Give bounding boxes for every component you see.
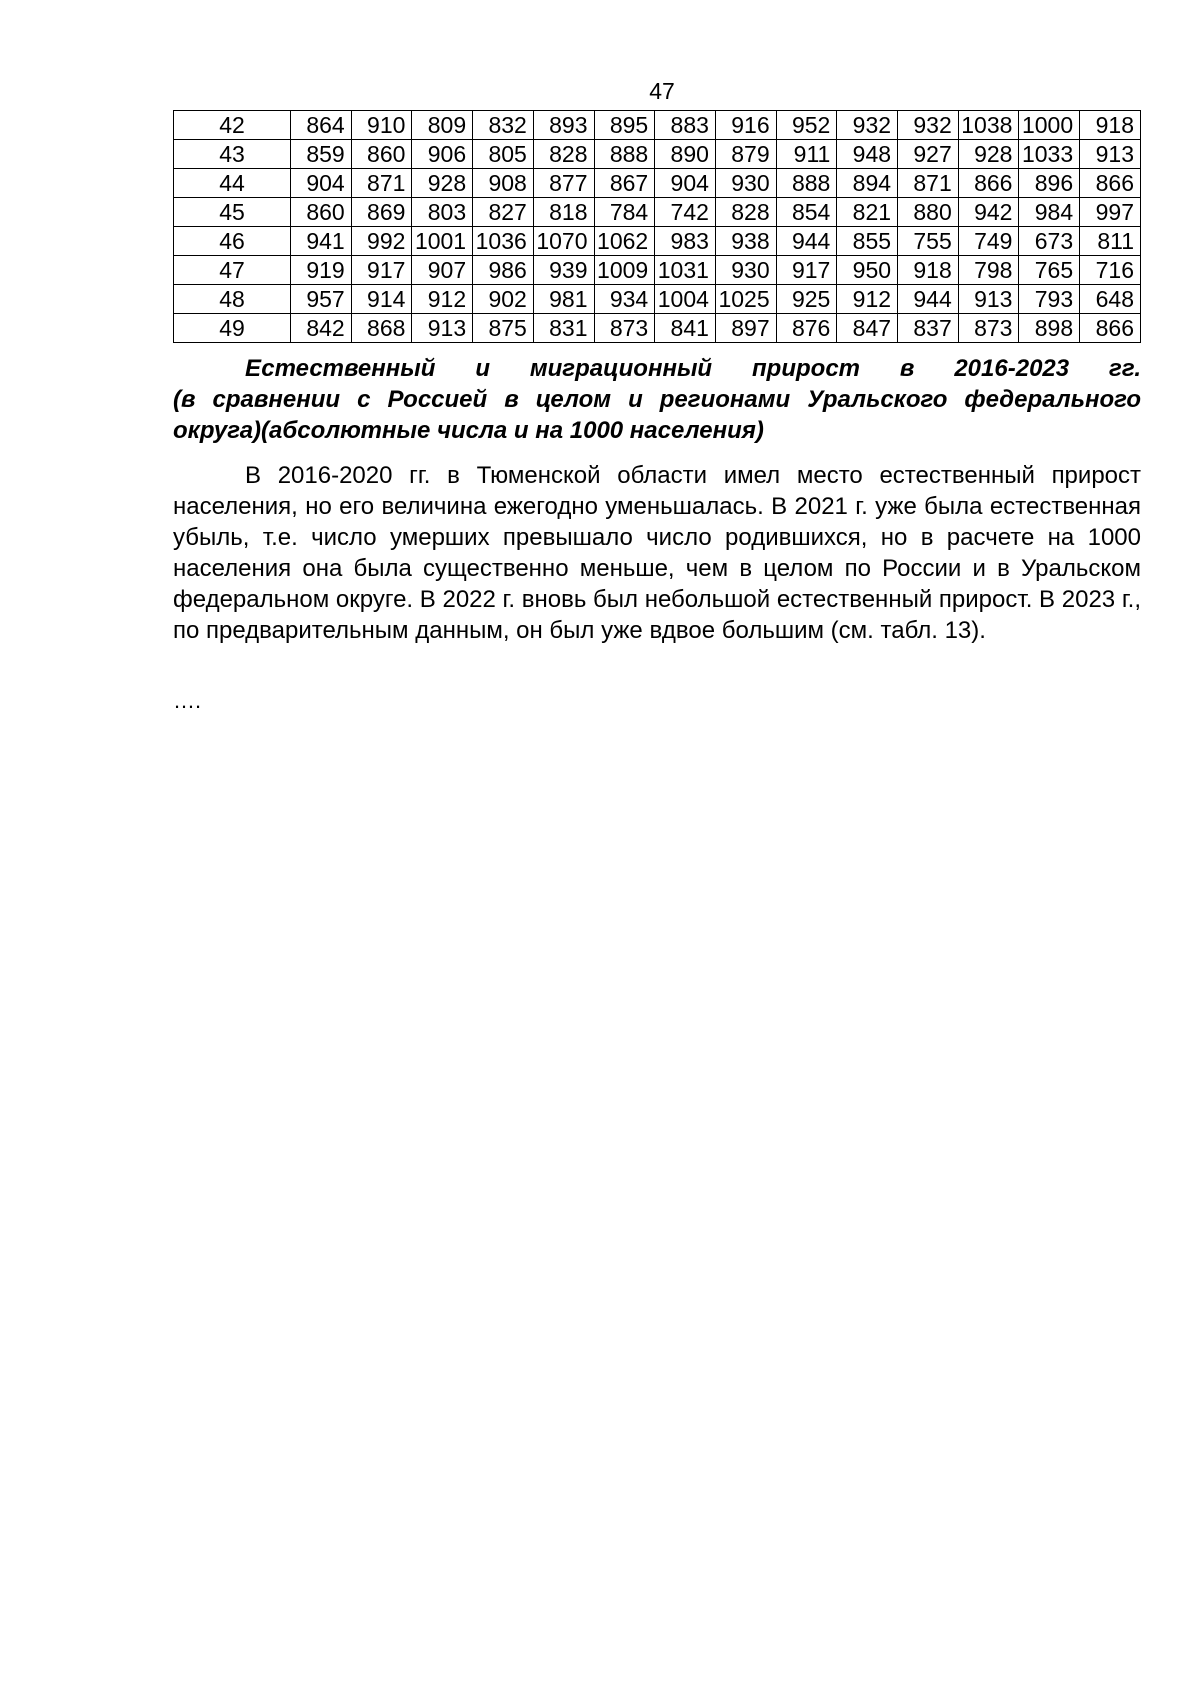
table-cell: 894 bbox=[837, 169, 898, 198]
table-cell: 917 bbox=[776, 256, 837, 285]
table-cell: 1038 bbox=[958, 111, 1019, 140]
table-cell: 866 bbox=[1080, 314, 1141, 343]
table-cell: 859 bbox=[291, 140, 352, 169]
ellipsis: …. bbox=[173, 688, 202, 713]
table-row bbox=[174, 198, 1141, 227]
table-cell: 898 bbox=[1019, 314, 1080, 343]
table-cell: 983 bbox=[655, 227, 716, 256]
table-cell: 908 bbox=[473, 169, 534, 198]
table-cell: 904 bbox=[655, 169, 716, 198]
table-row bbox=[174, 169, 1141, 198]
table-cell: 997 bbox=[1080, 198, 1141, 227]
table-cell: 869 bbox=[351, 198, 412, 227]
table-cell: 925 bbox=[776, 285, 837, 314]
table-cell: 877 bbox=[533, 169, 594, 198]
table-cell: 938 bbox=[715, 227, 776, 256]
table-cell-age: 44 bbox=[174, 169, 291, 198]
table-cell: 879 bbox=[715, 140, 776, 169]
table-cell: 805 bbox=[473, 140, 534, 169]
table-cell: 1036 bbox=[473, 227, 534, 256]
table-cell: 986 bbox=[473, 256, 534, 285]
table-cell: 883 bbox=[655, 111, 716, 140]
table-cell: 895 bbox=[594, 111, 655, 140]
table-cell: 673 bbox=[1019, 227, 1080, 256]
heading-line-1: Естественный и миграционный прирост в 2016-2023 гг. bbox=[245, 355, 1141, 382]
table-cell-age: 46 bbox=[174, 227, 291, 256]
table-cell: 992 bbox=[351, 227, 412, 256]
table-cell: 957 bbox=[291, 285, 352, 314]
table-cell: 868 bbox=[351, 314, 412, 343]
table-cell: 913 bbox=[958, 285, 1019, 314]
table-cell: 749 bbox=[958, 227, 1019, 256]
table-cell: 828 bbox=[715, 198, 776, 227]
table-row bbox=[174, 140, 1141, 169]
table-cell: 906 bbox=[412, 140, 473, 169]
table-cell: 828 bbox=[533, 140, 594, 169]
table-cell: 742 bbox=[655, 198, 716, 227]
table-cell: 1031 bbox=[655, 256, 716, 285]
table-cell-age: 43 bbox=[174, 140, 291, 169]
table-cell: 888 bbox=[594, 140, 655, 169]
table-cell: 876 bbox=[776, 314, 837, 343]
table-cell: 873 bbox=[958, 314, 1019, 343]
table-cell-age: 49 bbox=[174, 314, 291, 343]
table-cell: 765 bbox=[1019, 256, 1080, 285]
table-cell: 1025 bbox=[715, 285, 776, 314]
table-cell: 831 bbox=[533, 314, 594, 343]
table-cell: 866 bbox=[1080, 169, 1141, 198]
table-cell: 837 bbox=[898, 314, 959, 343]
table-cell: 873 bbox=[594, 314, 655, 343]
heading-line-rest: (в сравнении с Россией в целом и регионами Уральского федерального округа)(абсолютные числа и на 1000 населения) bbox=[173, 386, 1141, 444]
table-cell: 902 bbox=[473, 285, 534, 314]
table-row bbox=[174, 111, 1141, 140]
table-cell: 847 bbox=[837, 314, 898, 343]
table-cell: 928 bbox=[958, 140, 1019, 169]
table-cell: 803 bbox=[412, 198, 473, 227]
table-cell: 890 bbox=[655, 140, 716, 169]
population-table bbox=[173, 110, 1141, 343]
table-cell: 912 bbox=[412, 285, 473, 314]
table-cell: 941 bbox=[291, 227, 352, 256]
table-cell: 917 bbox=[351, 256, 412, 285]
table-cell: 914 bbox=[351, 285, 412, 314]
table-cell: 888 bbox=[776, 169, 837, 198]
table-cell: 864 bbox=[291, 111, 352, 140]
table-cell: 897 bbox=[715, 314, 776, 343]
table-cell: 930 bbox=[715, 169, 776, 198]
paragraph-text: В 2016-2020 гг. в Тюменской области имел место естественный прирост населения, но его величина ежегодно уменьшалась. В 2021 г. уже была естественная убыль, т.е. число умерших превышало число родившихся, но в расчете на 1000 населения она была существенно меньше, чем в целом по России и в Уральском федеральном округе. В 2022 г. вновь был небольшой естественный прирост. В 2023 г., по предварительным данным, он был уже вдвое большим (см. табл. 13). bbox=[173, 462, 1141, 644]
table-row bbox=[174, 256, 1141, 285]
table-cell: 866 bbox=[958, 169, 1019, 198]
table-cell: 1009 bbox=[594, 256, 655, 285]
table-cell: 893 bbox=[533, 111, 594, 140]
table-cell: 919 bbox=[291, 256, 352, 285]
table-cell: 942 bbox=[958, 198, 1019, 227]
page-number: 47 bbox=[649, 78, 675, 104]
table-cell: 818 bbox=[533, 198, 594, 227]
table-cell: 913 bbox=[1080, 140, 1141, 169]
table-body bbox=[174, 111, 1141, 343]
table-cell: 911 bbox=[776, 140, 837, 169]
table-cell: 1070 bbox=[533, 227, 594, 256]
table-cell-age: 42 bbox=[174, 111, 291, 140]
table-cell: 809 bbox=[412, 111, 473, 140]
table-cell: 811 bbox=[1080, 227, 1141, 256]
table-cell: 1062 bbox=[594, 227, 655, 256]
table-cell: 798 bbox=[958, 256, 1019, 285]
table-cell: 755 bbox=[898, 227, 959, 256]
table-cell: 855 bbox=[837, 227, 898, 256]
table-cell: 784 bbox=[594, 198, 655, 227]
table-cell: 916 bbox=[715, 111, 776, 140]
table-cell: 793 bbox=[1019, 285, 1080, 314]
table-cell: 944 bbox=[898, 285, 959, 314]
table-row bbox=[174, 285, 1141, 314]
table-cell: 821 bbox=[837, 198, 898, 227]
table-cell: 934 bbox=[594, 285, 655, 314]
table-cell-age: 47 bbox=[174, 256, 291, 285]
table-cell: 932 bbox=[837, 111, 898, 140]
table-cell-age: 45 bbox=[174, 198, 291, 227]
table-cell: 912 bbox=[837, 285, 898, 314]
table-cell: 952 bbox=[776, 111, 837, 140]
table-cell: 716 bbox=[1080, 256, 1141, 285]
table-row bbox=[174, 227, 1141, 256]
table-cell: 880 bbox=[898, 198, 959, 227]
body-paragraph bbox=[173, 460, 1141, 646]
table-cell: 1001 bbox=[412, 227, 473, 256]
table-cell: 648 bbox=[1080, 285, 1141, 314]
table-cell: 918 bbox=[898, 256, 959, 285]
table-cell: 981 bbox=[533, 285, 594, 314]
table-cell: 913 bbox=[412, 314, 473, 343]
table-cell: 875 bbox=[473, 314, 534, 343]
table-cell: 910 bbox=[351, 111, 412, 140]
table-cell: 932 bbox=[898, 111, 959, 140]
table-cell: 950 bbox=[837, 256, 898, 285]
table-cell: 827 bbox=[473, 198, 534, 227]
table-cell: 842 bbox=[291, 314, 352, 343]
table-cell: 867 bbox=[594, 169, 655, 198]
table-cell: 904 bbox=[291, 169, 352, 198]
table-cell: 1004 bbox=[655, 285, 716, 314]
table-cell: 930 bbox=[715, 256, 776, 285]
table-cell: 948 bbox=[837, 140, 898, 169]
table-cell: 860 bbox=[291, 198, 352, 227]
table-cell: 928 bbox=[412, 169, 473, 198]
table-cell: 927 bbox=[898, 140, 959, 169]
table-cell: 984 bbox=[1019, 198, 1080, 227]
table-cell: 896 bbox=[1019, 169, 1080, 198]
table-row bbox=[174, 314, 1141, 343]
table-cell: 854 bbox=[776, 198, 837, 227]
table-cell: 832 bbox=[473, 111, 534, 140]
table-cell: 939 bbox=[533, 256, 594, 285]
table-cell: 944 bbox=[776, 227, 837, 256]
table-cell: 918 bbox=[1080, 111, 1141, 140]
table-cell: 860 bbox=[351, 140, 412, 169]
table-cell: 871 bbox=[351, 169, 412, 198]
table-cell-age: 48 bbox=[174, 285, 291, 314]
table-cell: 1033 bbox=[1019, 140, 1080, 169]
table-cell: 871 bbox=[898, 169, 959, 198]
table-cell: 907 bbox=[412, 256, 473, 285]
table-cell: 841 bbox=[655, 314, 716, 343]
section-heading bbox=[173, 353, 1141, 446]
table-cell: 1000 bbox=[1019, 111, 1080, 140]
